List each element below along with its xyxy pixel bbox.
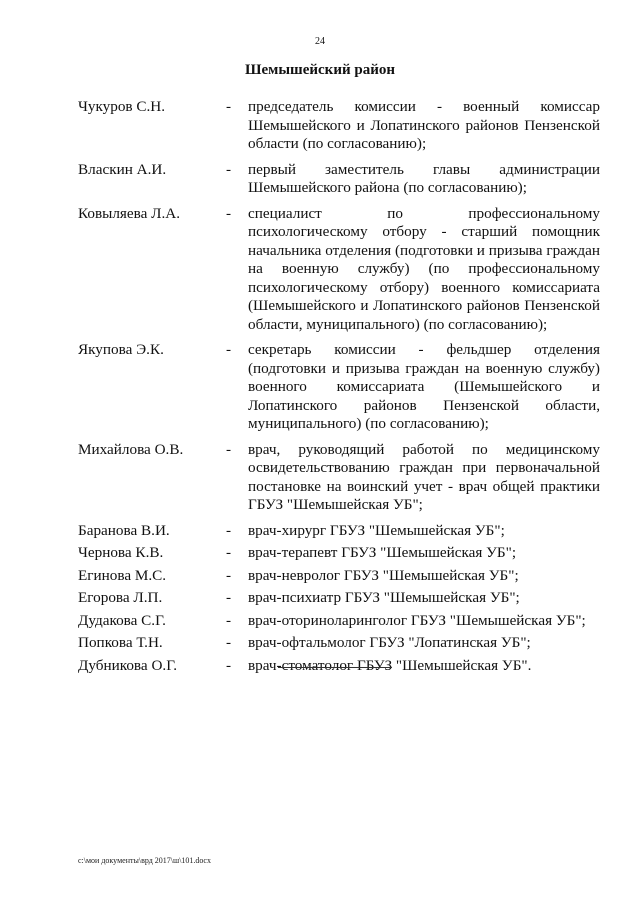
- member-row: [78, 634, 600, 653]
- member-row: [78, 341, 600, 434]
- member-row: [78, 98, 600, 154]
- member-role: врач-стоматолог ГБУЗ "Шемышейская УБ".: [248, 656, 532, 674]
- member-role: врач-хирург ГБУЗ "Шемышейская УБ";: [248, 521, 505, 539]
- member-row: [78, 544, 600, 563]
- member-role: врач-оториноларинголог ГБУЗ "Шемышейская УБ";: [248, 611, 586, 629]
- member-dash: -: [226, 634, 232, 651]
- member-row: [78, 567, 600, 586]
- page-number: 24: [315, 36, 325, 47]
- member-name: Попкова Т.Н.: [78, 634, 163, 651]
- member-name: Якупова Э.К.: [78, 341, 164, 358]
- member-role: врач-терапевт ГБУЗ "Шемышейская УБ";: [248, 544, 517, 561]
- member-row: [78, 441, 600, 515]
- member-name: Чукуров С.Н.: [78, 98, 166, 115]
- member-dash: -: [226, 566, 232, 584]
- member-role: врач-офтальмолог ГБУЗ "Лопатинская УБ";: [248, 634, 531, 651]
- member-name: Ковыляева Л.А.: [78, 204, 181, 222]
- file-path-footer: c:\мои документы\врд 2017\ш\101.docx: [78, 856, 211, 865]
- member-role: первый заместитель главы администрации Шемышейского района (по согласованию);: [248, 160, 600, 196]
- member-name: Егинова М.С.: [78, 566, 167, 584]
- member-role: врач, руководящий работой по медицинскому освидетельствованию граждан при первоначальной постановке на воинский учет - врач общей практики ГБУЗ "Шемышейская УБ";: [248, 440, 600, 513]
- member-row: [78, 522, 600, 541]
- member-name: Михайлова О.В.: [78, 440, 184, 458]
- page-title: Шемышейский район: [245, 62, 395, 78]
- member-dash: -: [226, 98, 232, 115]
- member-dash: -: [226, 589, 232, 606]
- member-role: врач-психиатр ГБУЗ "Шемышейская УБ";: [248, 589, 520, 606]
- member-name: Дудакова С.Г.: [78, 611, 166, 629]
- member-row: [78, 205, 600, 335]
- member-dash: -: [226, 611, 232, 629]
- member-row: [78, 161, 600, 198]
- member-role: секретарь комиссии - фельдшер отделения (подготовки и призыва граждан на военную службу) военного комиссариата (Шемышейского и Лопатинского районов Пензенской области, муниципального) (по согласованию);: [248, 341, 600, 432]
- member-dash: -: [226, 440, 232, 458]
- member-row: [78, 589, 600, 608]
- member-dash: -: [226, 204, 232, 222]
- member-dash: -: [226, 160, 232, 178]
- member-dash: -: [226, 544, 232, 561]
- member-dash: -: [226, 656, 232, 674]
- member-dash: -: [226, 521, 232, 539]
- member-name: Баранова В.И.: [78, 521, 170, 539]
- member-name: Чернова К.В.: [78, 544, 164, 561]
- member-dash: -: [226, 341, 232, 358]
- closing-rule: [278, 667, 392, 668]
- member-role: председатель комиссии - военный комиссар Шемышейского и Лопатинского районов Пензенской области (по согласованию);: [248, 98, 600, 152]
- member-name: Власкин А.И.: [78, 160, 167, 178]
- member-role: специалист по профессиональному психологическому отбору - старший помощник начальника отделения (подготовки и призыва граждан на военную службу) (по профессиональному психологическому отбору) военного комиссариата (Шемышейского и Лопатинского районов Пензенской области, муниципального) (по согласованию);: [248, 204, 600, 333]
- member-name: Егорова Л.П.: [78, 589, 163, 606]
- commission-member-list: [78, 98, 600, 679]
- member-row: [78, 612, 600, 631]
- member-name: Дубникова О.Г.: [78, 656, 178, 674]
- member-role: врач-невролог ГБУЗ "Шемышейская УБ";: [248, 566, 519, 584]
- member-row: [78, 657, 600, 676]
